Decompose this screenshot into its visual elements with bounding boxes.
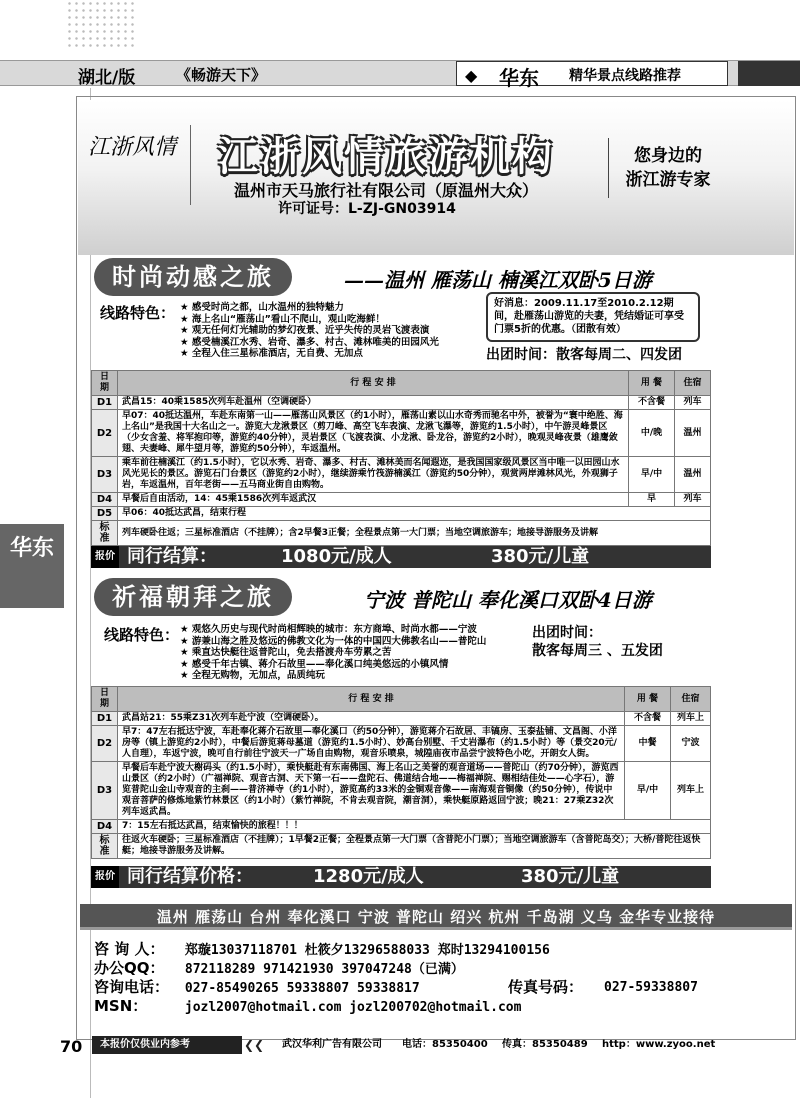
contact-msn-row xyxy=(94,997,794,1016)
decorative-dots xyxy=(66,0,136,50)
magazine-title: 《畅游天下》 xyxy=(176,66,267,84)
table-row xyxy=(92,396,711,410)
price-label: 报价 xyxy=(91,866,119,888)
col-stay: 住宿 xyxy=(675,371,711,396)
contact-msn-label: MSN： xyxy=(94,997,148,1015)
table-row xyxy=(92,834,711,859)
cities-banner: 温州 雁荡山 台州 奉化溪口 宁波 普陀山 绍兴 杭州 千岛湖 义乌 金华专业接待 xyxy=(80,904,792,930)
row-day: 标准 xyxy=(92,521,118,546)
table-row xyxy=(92,762,711,820)
price-title: 同行结算： xyxy=(127,546,217,567)
edition-label: 湖北/版 xyxy=(78,68,136,88)
row-desc: 列车硬卧往返；三星标准酒店（不挂牌）；含2早餐3正餐；全程景点第一大门票；当地空调旅游车；地接导游服务及讲解 xyxy=(118,521,711,546)
region-subtitle: 精华景点线路推荐 xyxy=(569,68,681,84)
tour2-depart-label: 出团时间： xyxy=(532,625,602,641)
feature-item: ★ 观悠久历史与现代时尚相辉映的城市：东方商埠、时尚水都——宁波 xyxy=(180,624,520,636)
row-stay: 宁波 xyxy=(671,726,711,762)
contact-qq: 872118289 971421930 397047248（已满） xyxy=(184,962,464,977)
tour2-name: 宁波 普陀山 奉化溪口双卧4日游 xyxy=(364,588,652,612)
feature-item: ★ 乘直达快艇往返普陀山，免去搭渡舟车劳累之苦 xyxy=(180,647,520,659)
row-stay: 列车 xyxy=(675,396,711,410)
table-row xyxy=(92,820,711,834)
table-header-row xyxy=(92,687,711,712)
contact-persons-label: 咨 询 人： xyxy=(94,940,165,958)
row-desc: 乘车前往楠溪江（约1.5小时），它以水秀、岩奇、瀑多、村古、滩林美而名闻遐迩，是我国国家级风景区当中唯一以田园山水风光见长的景区。游览石门台景区（游览约2小时），继续游乘竹筏游楠溪江（游览约50分钟），观赏两岸滩林风光，外观狮子岩，车返温州，百年老街——五马商业街自由购物。 xyxy=(118,457,629,493)
col-meal: 用 餐 xyxy=(629,371,675,396)
tour1-name: ——温州 雁荡山 楠溪江双卧5日游 xyxy=(344,268,652,292)
row-desc: 早7：47左右抵达宁波，车赴奉化蒋介石故里—奉化溪口（约50分钟），游览蒋介石故居、丰镐房、玉泰盐铺、文昌阁、小洋房等（镇上游览约2小时），中餐后游览蒋母墓道（游览约1.5小时）、妙高台别墅、千丈岩瀑布（约1.5小时）等（景交20元/人自理），车返宁波，晚可自行前往宁波天一广场自由购物，观音乐喷泉，城隍庙夜市品尝宁波特色小吃，开朗女人街。 xyxy=(118,726,625,762)
tour1-badge: 时尚动感之旅 xyxy=(94,258,292,296)
company-name: 温州市天马旅行社有限公司（原温州大众） xyxy=(234,181,539,200)
price-label: 报价 xyxy=(91,546,119,568)
tour2-depart: 散客每周三 、五发团 xyxy=(532,643,663,659)
row-day: D5 xyxy=(92,507,118,521)
row-meal: 中餐 xyxy=(625,726,671,762)
row-day: D2 xyxy=(92,410,118,457)
feature-item: ★ 全程无购物，无加点，品质纯玩 xyxy=(180,670,520,682)
contact-persons-row xyxy=(94,940,794,959)
chevron-left-icon: ❮❮ xyxy=(244,1038,265,1052)
slogan-line-2: 浙江游专家 xyxy=(625,170,711,190)
price-adult: 1280元/成人 xyxy=(313,866,424,887)
agency-header xyxy=(78,100,794,255)
row-desc: 往返火车硬卧；三星标准酒店（不挂牌）；1早餐2正餐；全程景点第一大门票（含普陀小门票）；当地空调旅游车（含普陀岛交）；大桥/普陀往返快艇；地接导游服务及讲解。 xyxy=(118,834,711,859)
row-day: D1 xyxy=(92,396,118,410)
tour1-title xyxy=(94,258,714,296)
page-number: 70 xyxy=(60,1037,83,1056)
row-desc: 早餐后车赴宁波大榭码头（约1.5小时），乘快艇赴有东南佛国、海上名山之美誉的观音道场——普陀山（约70分钟），游览西山景区（约2小时）（广福禅院、观音古洞、天下第一石——盘陀石、佛道结合地——梅福禅院、赐相结佳处——心字石），游览普陀山金山寺观音的主刹——普济禅寺（约1小时），游览高约33米的金铜观音像——南海观音铜像（约50分钟），传说中观音菩萨的修炼地紫竹林景区（约1小时）（紫竹禅院，不肯去观音院，潮音洞），乘快艇原路返回宁波；晚21：27乘Z32次列车返武昌。 xyxy=(118,762,625,820)
col-itinerary: 行 程 安 排 xyxy=(118,371,629,396)
agency-name: 江浙风情旅游机构 xyxy=(218,134,554,180)
footer-tel: 电话：85350400 xyxy=(402,1039,488,1050)
row-meal: 不含餐 xyxy=(629,396,675,410)
tour2-badge: 祈福朝拜之旅 xyxy=(94,578,292,616)
table-row xyxy=(92,410,711,457)
row-desc: 早06：40抵达武昌，结束行程 xyxy=(118,507,711,521)
feature-item: ★ 感受千年古镇、蒋介石故里——奉化溪口纯美悠远的小镇风情 xyxy=(180,659,520,671)
footer-web: http：www.zyoo.net xyxy=(602,1039,716,1050)
tour2-features xyxy=(180,624,520,682)
feature-item: ★ 全程入住三星标准酒店，无自费、无加点 xyxy=(180,348,480,360)
contact-msn: jozl2007@hotmail.com jozl200702@hotmail.com xyxy=(184,1000,522,1015)
tour1-price-bar xyxy=(91,546,711,568)
contact-phone: 027-85490265 59338807 59338817 xyxy=(184,981,420,996)
row-stay: 列车上 xyxy=(671,712,711,726)
contact-qq-row xyxy=(94,959,794,978)
contact-fax: 027-59338807 xyxy=(604,980,698,995)
table-row xyxy=(92,493,711,507)
feature-item: ★ 感受楠溪江水秀、岩奇、瀑多、村古、滩林唯美的田园风光 xyxy=(180,337,480,349)
tour2-schedule xyxy=(91,686,711,859)
tour1-features xyxy=(180,302,480,360)
slogan-line-1: 您身边的 xyxy=(634,146,702,166)
footer-note: 本报价仅供业内参考 xyxy=(92,1036,242,1054)
good-news-text: 2009.11.17至2010.2.12期间，赴雁荡山游览的夫妻，凭结婚证可享受门票5折的优惠。（团散有效） xyxy=(494,298,684,335)
contact-phone-label: 咨询电话： xyxy=(94,978,170,996)
col-date: 日期 xyxy=(92,371,118,396)
top-bar xyxy=(0,60,800,90)
good-news-body xyxy=(494,297,692,336)
row-day: D1 xyxy=(92,712,118,726)
region-title: 华东 xyxy=(499,66,539,90)
good-news-box xyxy=(486,292,700,342)
bar-decoration xyxy=(738,61,800,86)
tour1-features-label: 线路特色： xyxy=(100,304,176,322)
table-row xyxy=(92,507,711,521)
price-adult: 1080元/成人 xyxy=(281,546,392,567)
row-day: D3 xyxy=(92,457,118,493)
row-desc: 武昌站21：55乘Z31次列车赴宁波（空调硬卧）。 xyxy=(118,712,625,726)
table-header-row xyxy=(92,371,711,396)
slogan-divider xyxy=(608,138,609,198)
table-row xyxy=(92,726,711,762)
row-desc: 早07：40抵达温州，车赴东南第一山——雁荡山风景区（约1小时），雁荡山素以山水奇秀而驰名中外，被誉为“寰中绝胜、海上名山”是我国十大名山之一。游览大龙湫景区（剪刀峰、高空飞车表演、龙湫飞瀑等，游览约1.5小时），中午游灵峰景区（少女含羞、将军抱印等，游览约40分钟），灵岩景区（飞渡表演、小龙湫、卧龙谷，游览约2小时），晚观灵峰夜景（雄鹰敛翅、夫妻峰、犀牛望月等，游览约50分钟），车返温州。 xyxy=(118,410,629,457)
license-number: 许可证号：L-ZJ-GN03914 xyxy=(278,201,456,217)
footer-bar xyxy=(92,1036,798,1054)
price-title: 同行结算价格： xyxy=(127,866,253,887)
region-banner xyxy=(456,61,728,90)
row-meal: 早/中 xyxy=(625,762,671,820)
logo-divider xyxy=(190,125,191,205)
col-itinerary: 行 程 安 排 xyxy=(118,687,625,712)
diamond-icon: ◆ xyxy=(465,66,478,85)
row-day: D4 xyxy=(92,493,118,507)
row-day: D2 xyxy=(92,726,118,762)
tour2-features-label: 线路特色： xyxy=(104,626,180,644)
row-stay: 列车 xyxy=(675,493,711,507)
row-day: D3 xyxy=(92,762,118,820)
row-desc: 7：15左右抵达武昌，结束愉快的旅程！！！ xyxy=(118,820,711,834)
row-day: 标准 xyxy=(92,834,118,859)
tour1-schedule xyxy=(91,370,711,546)
row-day: D4 xyxy=(92,820,118,834)
row-meal: 早/中 xyxy=(629,457,675,493)
agency-logo: 江浙风情 xyxy=(88,135,177,160)
tour1-depart: 出团时间：散客每周二、四发团 xyxy=(486,347,682,363)
row-meal: 中/晚 xyxy=(629,410,675,457)
row-desc: 早餐后自由活动，14：45乘1586次列车返武汉 xyxy=(118,493,629,507)
good-news-title: 好消息： xyxy=(494,298,534,309)
contact-block xyxy=(94,940,794,1016)
feature-item: ★ 海上名山“雁荡山”看山不爬山，观山吃海鲜！ xyxy=(180,314,480,326)
tour2-title xyxy=(94,578,714,616)
row-stay: 温州 xyxy=(675,457,711,493)
footer-agent: 武汉华利广告有限公司 xyxy=(282,1039,382,1050)
contact-fax-label: 传真号码： xyxy=(508,978,584,996)
region-side-tab: 华东 xyxy=(0,524,64,608)
row-stay: 列车上 xyxy=(671,762,711,820)
table-row xyxy=(92,457,711,493)
price-child: 380元/儿童 xyxy=(491,546,590,567)
price-child: 380元/儿童 xyxy=(521,866,620,887)
agency-slogan xyxy=(618,144,718,192)
feature-item: ★ 游兼山海之胜及悠远的佛教文化为一体的中国四大佛教名山——普陀山 xyxy=(180,636,520,648)
footer-fax: 传真：85350489 xyxy=(502,1039,588,1050)
contact-persons: 郑璇13037118701 杜筱夕13296588033 郑时13294100156 xyxy=(184,943,550,958)
contact-qq-label: 办公QQ： xyxy=(94,959,165,977)
row-meal: 不含餐 xyxy=(625,712,671,726)
table-row xyxy=(92,521,711,546)
table-row xyxy=(92,712,711,726)
row-desc: 武昌15：40乘1585次列车赴温州（空调硬卧） xyxy=(118,396,629,410)
feature-item: ★ 感受时尚之都，山水温州的独特魅力 xyxy=(180,302,480,314)
contact-phone-row xyxy=(94,978,794,997)
col-meal: 用 餐 xyxy=(625,687,671,712)
tour2-price-bar xyxy=(91,866,711,888)
row-stay: 温州 xyxy=(675,410,711,457)
row-meal: 早 xyxy=(629,493,675,507)
col-date: 日期 xyxy=(92,687,118,712)
col-stay: 住宿 xyxy=(671,687,711,712)
feature-item: ★ 观无任何灯光辅助的梦幻夜景、近乎失传的灵岩飞渡表演 xyxy=(180,325,480,337)
